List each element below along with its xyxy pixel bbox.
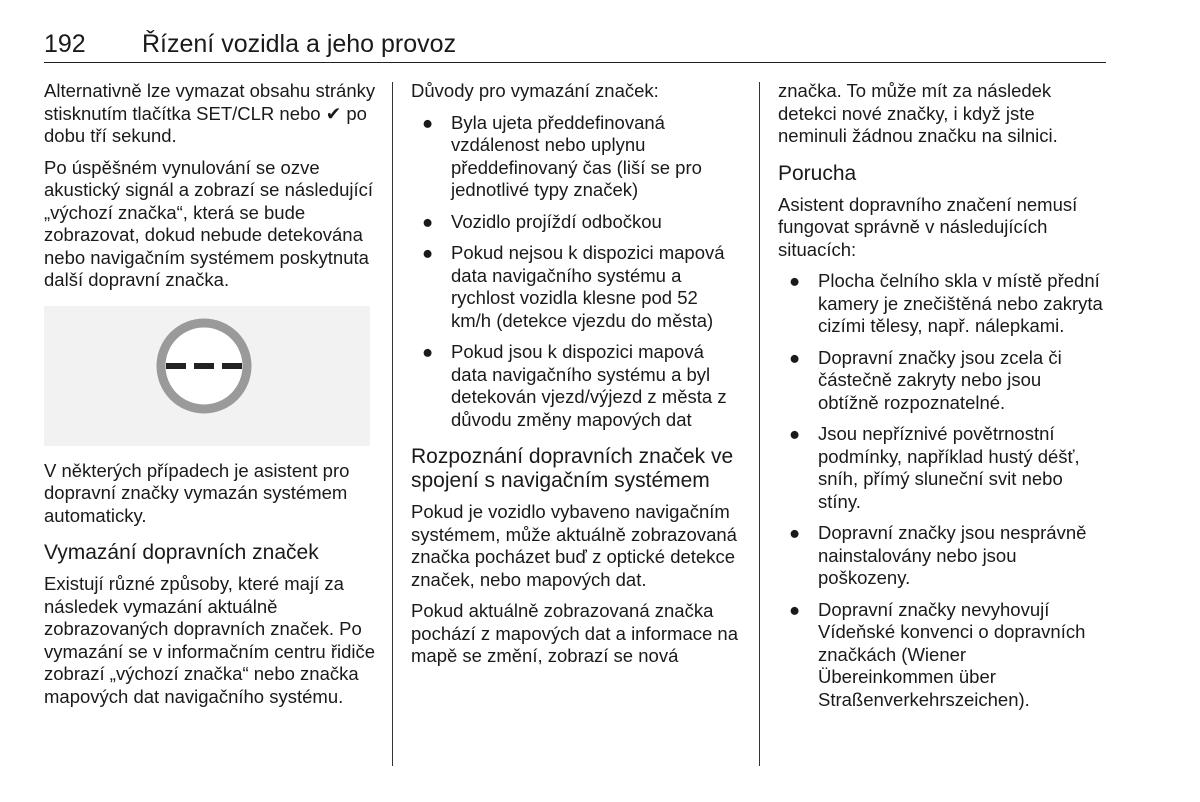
column-3 bbox=[778, 80, 1106, 720]
paragraph: Pokud aktuálně zobrazovaná značka pochází z mapových dat a informace na mapě se změní, zobrazí se nová bbox=[411, 600, 739, 666]
list-item-text: Plocha čelního skla v místě přední kamery je znečištěná nebo zakryta cizími tělesy, např. nálepkami. bbox=[818, 270, 1103, 336]
column-divider-2 bbox=[759, 82, 760, 766]
bullet-icon: ● bbox=[422, 111, 434, 133]
paragraph: Existují různé způsoby, které mají za následek vymazání aktuálně zobrazovaných dopravních značek. Po vymazání se v informačním centru řidiče zobrazí „výchozí značka“ nebo značka mapových dat navigačního systému. bbox=[44, 573, 376, 707]
paragraph: značka. To může mít za následek detekci nové značky, i když jste neminuli žádnou značku na silnici. bbox=[778, 80, 1058, 146]
paragraph: Pokud je vozidlo vybaveno navigačním systémem, může aktuálně zobrazovaná značka pocházet buď z optické detekce značek, nebo mapových dat. bbox=[411, 501, 737, 590]
bullet-icon: ● bbox=[789, 270, 801, 291]
bullet-icon: ● bbox=[789, 598, 801, 620]
list-item-text: Pokud jsou k dispozici mapová data navigačního systému a byl detekován vjezd/výjezd z města z důvodu změny mapových dat bbox=[451, 341, 727, 430]
list-item bbox=[411, 341, 743, 431]
list-item bbox=[778, 599, 1106, 712]
bullet-icon: ● bbox=[789, 522, 801, 543]
list-item-text: Byla ujeta předdefinovaná vzdálenost nebo uplynu předdefinovaný čas (liší se pro jednotlivé typy značek) bbox=[451, 111, 702, 200]
list-item bbox=[778, 522, 1106, 590]
list-item-text: Jsou nepříznivé povětrnostní podmínky, například hustý déšť, sníh, přímý sluneční svit nebo stíny. bbox=[818, 423, 1080, 512]
bullet-icon: ● bbox=[789, 423, 801, 444]
section-heading: Porucha bbox=[778, 161, 857, 185]
list-item-text: Dopravní značky jsou zcela či částečně zakryty nebo jsou obtížně rozpoznatelné. bbox=[818, 346, 1062, 413]
bullet-list bbox=[778, 270, 1106, 711]
column-1 bbox=[44, 80, 376, 717]
list-item-text: Dopravní značky jsou nesprávně nainstalovány nebo jsou poškozeny. bbox=[818, 522, 1087, 588]
bullet-icon: ● bbox=[422, 242, 434, 263]
paragraph: V některých případech je asistent pro dopravní značky vymazán systémem automaticky. bbox=[44, 459, 350, 526]
bullet-icon: ● bbox=[789, 346, 801, 368]
bullet-list bbox=[411, 112, 743, 432]
list-item-text: Dopravní značky nevyhovují Vídeňské konvenci o dopravních značkách (Wiener Übereinkommen über Straßenverkehrszeichen). bbox=[818, 598, 1086, 710]
list-item bbox=[778, 423, 1106, 513]
bullet-icon: ● bbox=[422, 210, 434, 232]
page-title: Řízení vozidla a jeho provoz bbox=[142, 30, 457, 58]
list-item-text: Vozidlo projíždí odbočkou bbox=[451, 210, 662, 232]
section-heading: Rozpoznání dopravních značek ve spojení s navigačním systémem bbox=[411, 445, 734, 492]
paragraph: Asistent dopravního značení nemusí fungovat správně v následujících situacích: bbox=[778, 193, 1078, 260]
default-sign-figure bbox=[44, 306, 370, 446]
default-traffic-sign-icon bbox=[44, 306, 370, 446]
paragraph: Po úspěšném vynulování se ozve akustický signál a zobrazí se následující „výchozí značka“, která se bude zobrazovat, dokud nebude detekována nebo navigačním systémem poskytnuta další dopravní značka. bbox=[44, 156, 374, 290]
column-divider-1 bbox=[392, 82, 393, 766]
list-item bbox=[411, 211, 743, 234]
paragraph: Důvody pro vymazání značek: bbox=[411, 80, 659, 101]
column-2 bbox=[411, 80, 743, 677]
list-item bbox=[411, 242, 743, 332]
paragraph: Alternativně lze vymazat obsahu stránky stisknutím tlačítka SET/CLR nebo ✔ po dobu tří sekund. bbox=[44, 80, 376, 146]
bullet-icon: ● bbox=[422, 341, 434, 362]
list-item bbox=[778, 270, 1106, 338]
list-item-text: Pokud nejsou k dispozici mapová data navigačního systému a rychlost vozidla klesne pod 52 km/h (detekce vjezdu do města) bbox=[451, 242, 725, 331]
header-rule bbox=[44, 62, 1106, 63]
list-item bbox=[778, 347, 1106, 415]
page-number: 192 bbox=[44, 30, 86, 58]
list-item bbox=[411, 112, 743, 202]
section-heading: Vymazání dopravních značek bbox=[44, 541, 319, 564]
